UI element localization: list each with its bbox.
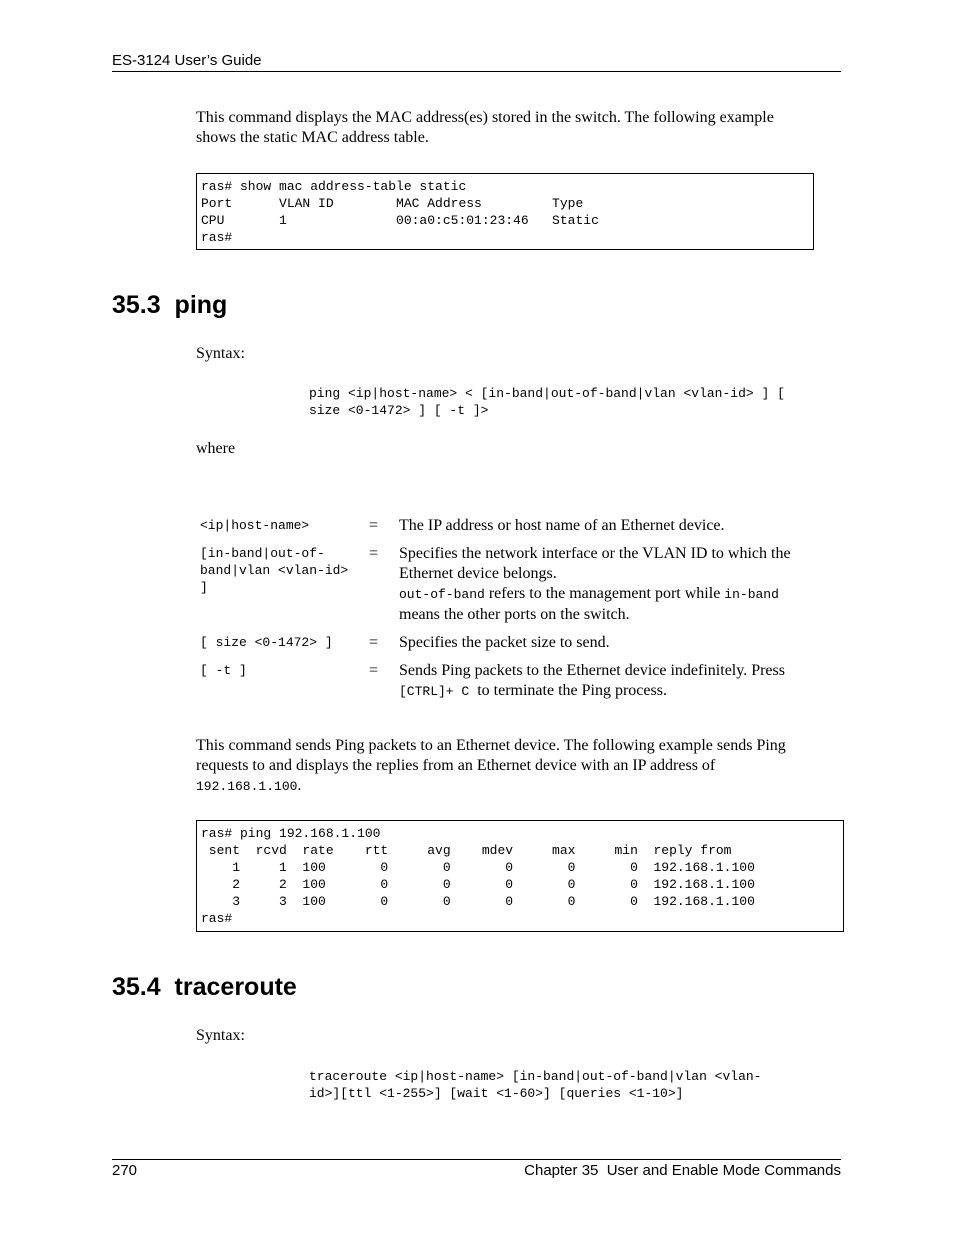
param-equals: = <box>369 545 379 562</box>
param-row <box>200 516 830 538</box>
syntax-line: traceroute <ip|host-name> [in-band|out-of-band|vlan <vlan- <box>309 1069 762 1084</box>
description-line: requests to and displays the replies from an Ethernet device with an IP address of <box>196 757 716 774</box>
ping-description <box>196 736 836 797</box>
running-footer-chapter: Chapter 35 User and Enable Mode Commands <box>524 1162 841 1179</box>
param-row <box>200 544 830 628</box>
header-rule <box>112 71 841 72</box>
intro-paragraph <box>196 108 836 148</box>
desc-line <box>399 681 831 702</box>
param-equals: = <box>369 517 379 534</box>
syntax-line: size <0-1472> ] [ -t ]> <box>309 403 489 418</box>
desc-line <box>399 584 831 605</box>
section-heading-ping: 35.3 ping <box>112 291 228 319</box>
param-name-line: ] <box>200 580 208 595</box>
desc-line: means the other ports on the switch. <box>399 606 630 623</box>
code-line: sent rcvd rate rtt avg mdev max min reply from <box>201 843 732 858</box>
desc-line: Specifies the network interface or the VLAN ID to which the <box>399 545 791 562</box>
param-name: <ip|host-name> <box>200 518 310 533</box>
section-heading-traceroute: 35.4 traceroute <box>112 973 297 1001</box>
code-line: ras# show mac address-table static <box>201 179 467 194</box>
param-name <box>200 545 362 596</box>
code-line: Port VLAN ID MAC Address Type <box>201 196 584 211</box>
desc-line: Ethernet device belongs. <box>399 565 557 582</box>
intro-line: This command displays the MAC address(es) stored in the switch. The following example <box>196 109 774 126</box>
param-name-line: band|vlan <vlan-id> <box>200 563 349 578</box>
param-description: Specifies the packet size to send. <box>399 634 610 651</box>
code-line: ras# <box>201 230 233 245</box>
code-line: ras# <box>201 911 233 926</box>
description-line <box>196 776 836 797</box>
param-description: The IP address or host name of an Ethernet device. <box>399 517 725 534</box>
intro-line: shows the static MAC address table. <box>196 129 429 146</box>
code-line: 2 2 100 0 0 0 0 0 192.168.1.100 <box>201 877 755 892</box>
param-name: [ size <0-1472> ] <box>200 635 333 650</box>
ping-syntax <box>309 385 785 419</box>
desc-text: refers to the management port while <box>484 585 725 602</box>
param-description <box>399 661 831 702</box>
param-name: [ -t ] <box>200 663 247 678</box>
code-line: ras# ping 192.168.1.100 <box>201 826 381 841</box>
code-line: 1 1 100 0 0 0 0 0 192.168.1.100 <box>201 860 755 875</box>
param-name-line: [in-band|out-of- <box>200 546 325 561</box>
description-text: . <box>297 777 302 794</box>
description-line: This command sends Ping packets to an Ethernet device. The following example sends Ping <box>196 737 786 754</box>
syntax-line: id>][ttl <1-255>] [wait <1-60>] [queries <1-10>] <box>309 1086 684 1101</box>
footer-rule <box>112 1159 841 1160</box>
where-label: where <box>196 440 236 457</box>
code-line: 3 3 100 0 0 0 0 0 192.168.1.100 <box>201 894 755 909</box>
syntax-label: Syntax: <box>196 1027 245 1044</box>
page-number: 270 <box>112 1162 138 1179</box>
ping-example <box>196 820 844 932</box>
param-equals: = <box>369 634 379 651</box>
param-description <box>399 544 831 625</box>
inline-code: [CTRL]+ C <box>399 684 470 699</box>
param-equals: = <box>369 662 379 679</box>
inline-code: out-of-band <box>399 587 485 602</box>
param-row <box>200 661 830 703</box>
syntax-line: ping <ip|host-name> < [in-band|out-of-band|vlan <vlan-id> ] [ <box>309 386 785 401</box>
inline-code: in-band <box>724 587 779 602</box>
desc-line: Sends Ping packets to the Ethernet device indefinitely. Press <box>399 662 785 679</box>
param-row <box>200 633 830 655</box>
code-line: CPU 1 00:a0:c5:01:23:46 Static <box>201 213 599 228</box>
desc-text: to terminate the Ping process. <box>469 682 667 699</box>
inline-code: 192.168.1.100 <box>196 779 298 794</box>
traceroute-syntax <box>309 1068 761 1102</box>
mac-table-example <box>196 173 814 250</box>
running-header-title: ES-3124 User’s Guide <box>112 52 262 69</box>
syntax-label: Syntax: <box>196 345 245 362</box>
